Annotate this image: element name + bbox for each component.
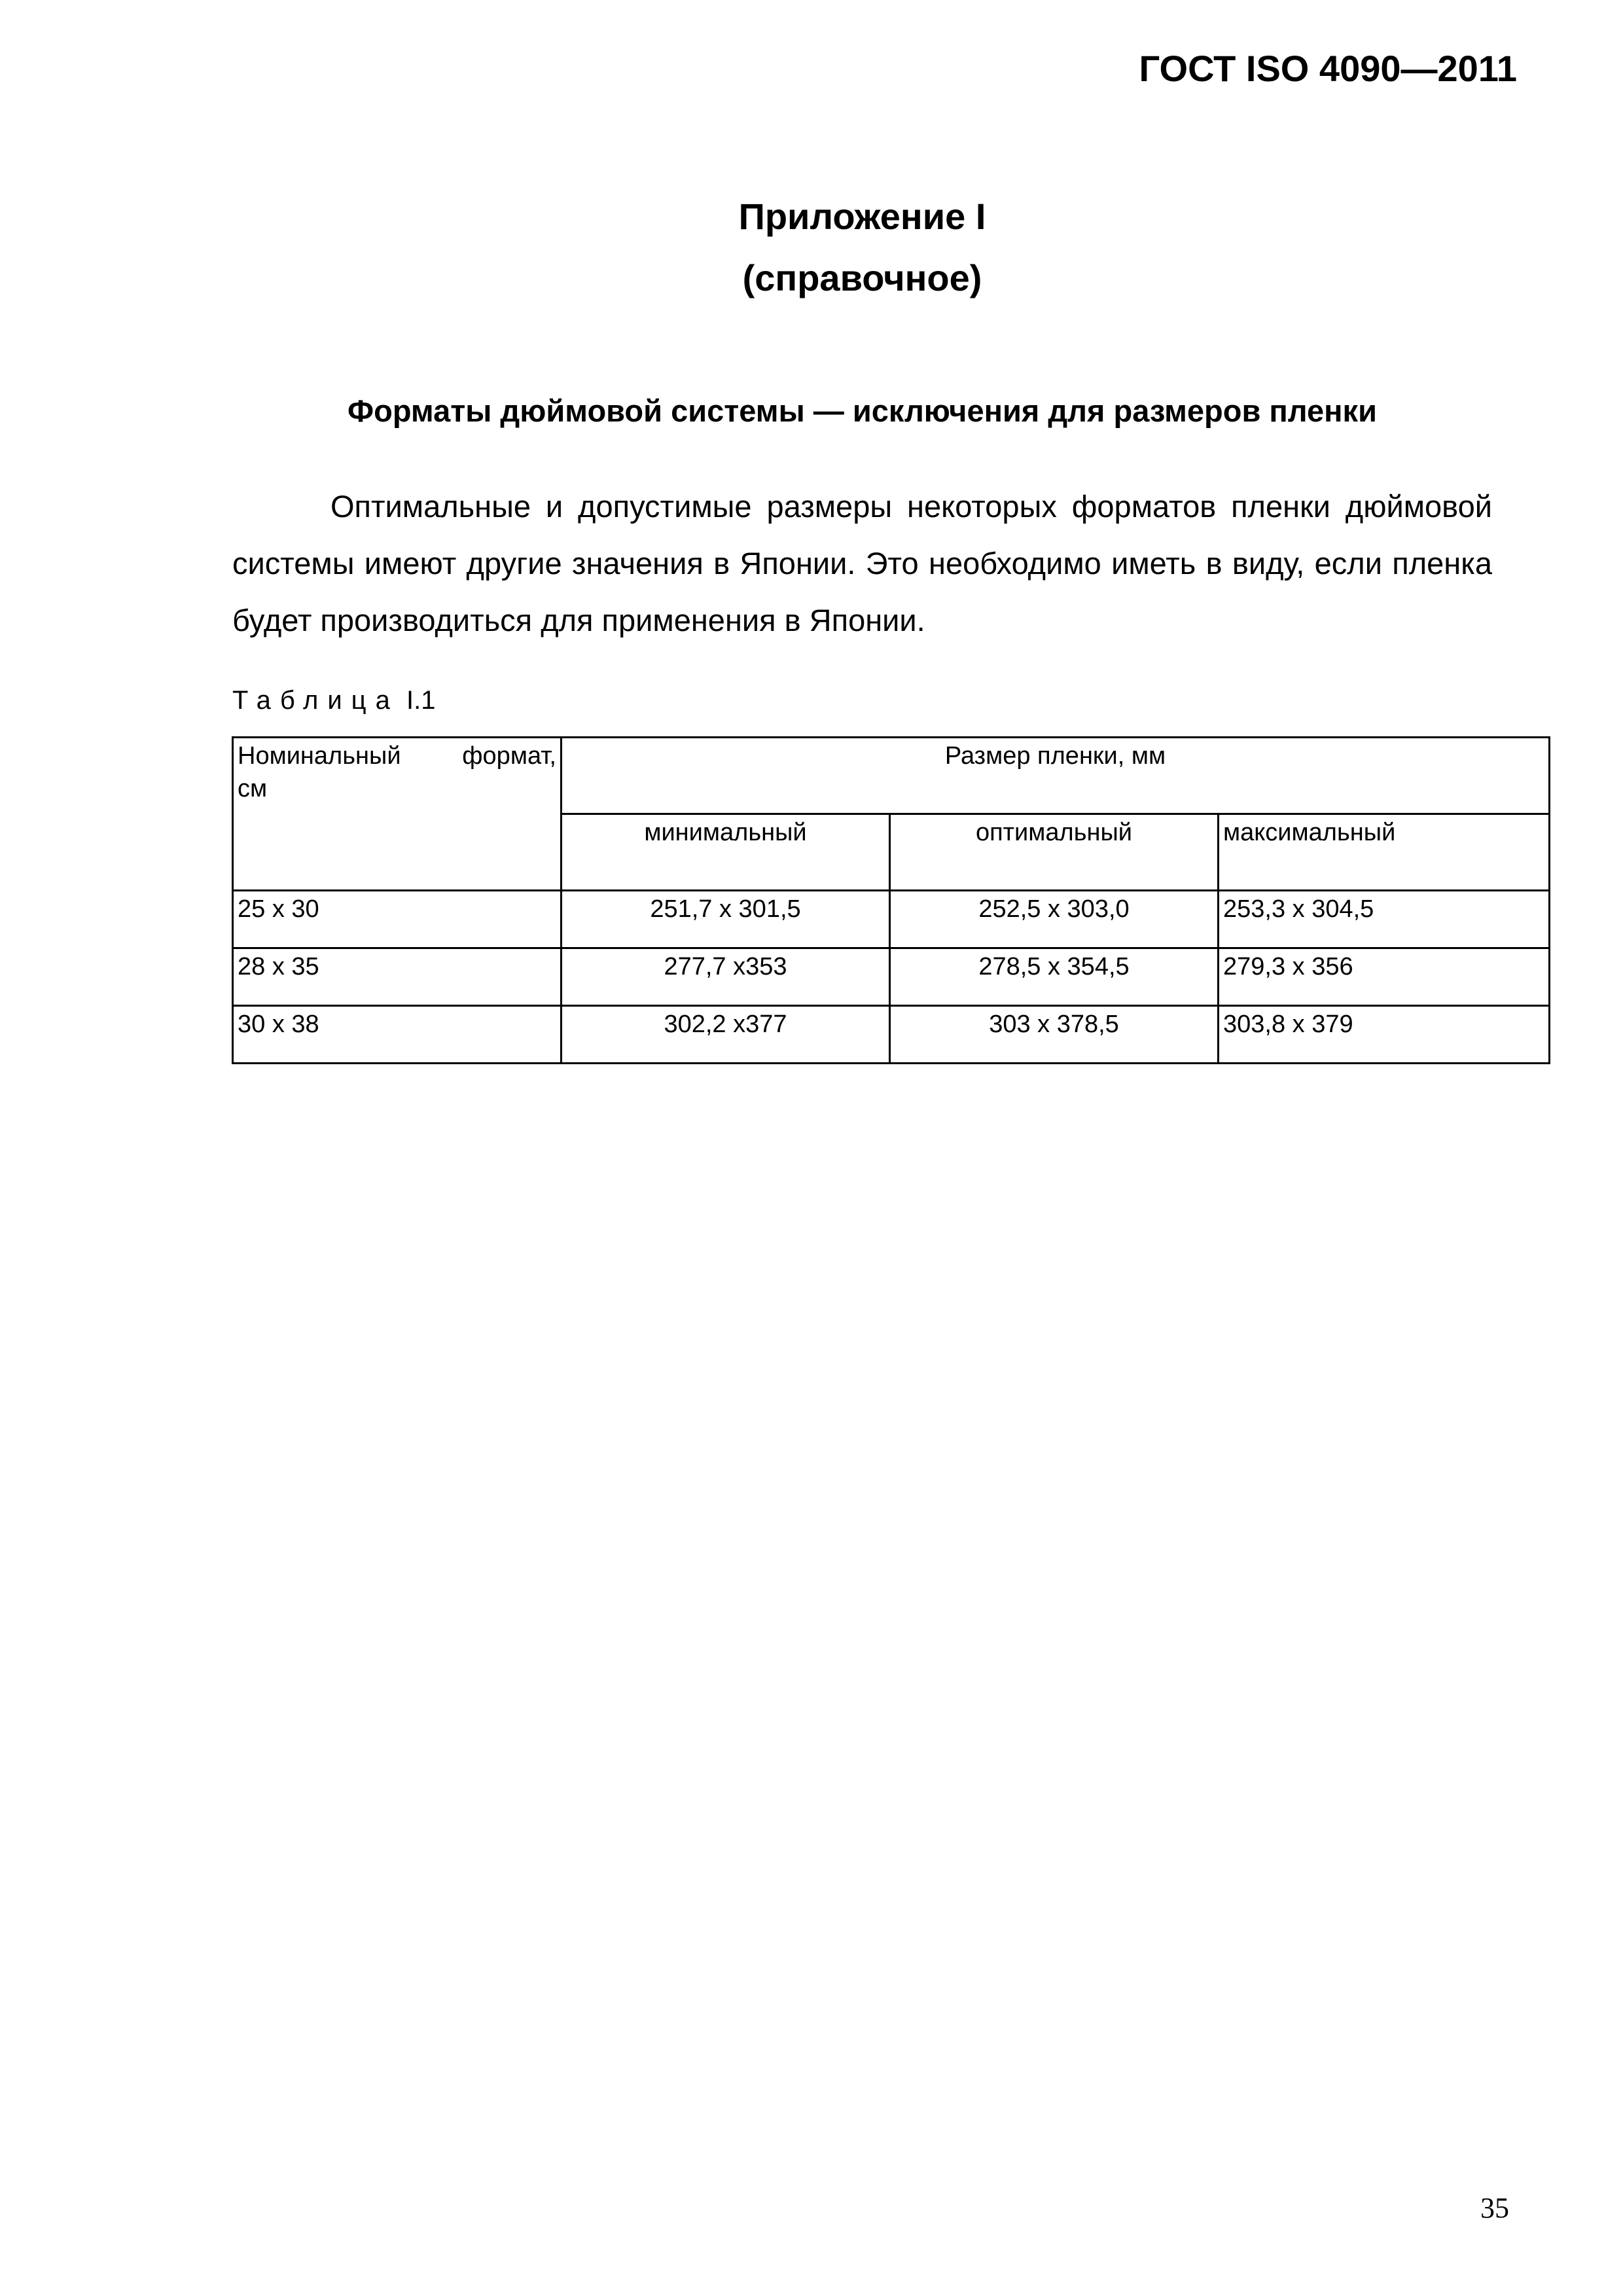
cell-min: 277,7 x353 (562, 948, 890, 1006)
cell-nominal: 28 x 35 (233, 948, 562, 1006)
film-size-table (232, 736, 1550, 1064)
cell-max: 279,3 x 356 (1219, 948, 1550, 1006)
section-heading: Форматы дюймовой системы — исключения для размеров пленки (348, 393, 1377, 428)
cell-opt: 278,5 x 354,5 (890, 948, 1219, 1006)
body-paragraph: Оптимальные и допустимые размеры некоторых форматов пленки дюймовой системы имеют другие значения в Японии. Это необходимо иметь в виду, если пленка будет производиться для применения в Японии. (232, 489, 1492, 637)
table-caption (232, 686, 435, 715)
cell-nominal: 30 x 38 (233, 1006, 562, 1064)
table-row (233, 891, 1550, 948)
header-nominal-part2: формат, (462, 742, 556, 770)
header-minimum: минимальный (562, 814, 890, 891)
header-nominal-part3: см (238, 775, 268, 802)
header-optimum: оптимальный (890, 814, 1219, 891)
header-nominal-part1: Номинальный (238, 742, 401, 770)
cell-min: 251,7 x 301,5 (562, 891, 890, 948)
header-film-size: Размер пленки, мм (562, 738, 1550, 814)
standard-number: ГОСТ ISO 4090—2011 (1139, 48, 1517, 89)
cell-max: 303,8 x 379 (1219, 1006, 1550, 1064)
cell-nominal: 25 x 30 (233, 891, 562, 948)
annex-title: Приложение I (738, 196, 986, 237)
table-caption-number: I.1 (406, 686, 436, 715)
cell-max: 253,3 x 304,5 (1219, 891, 1550, 948)
header-maximum: максимальный (1219, 814, 1550, 891)
table-caption-word: Таблица (232, 686, 399, 715)
cell-min: 302,2 x377 (562, 1006, 890, 1064)
cell-opt: 303 x 378,5 (890, 1006, 1219, 1064)
header-nominal-format (233, 738, 562, 891)
cell-opt: 252,5 x 303,0 (890, 891, 1219, 948)
annex-kind: (справочное) (742, 257, 982, 298)
table-row (233, 1006, 1550, 1064)
page-number: 35 (1480, 2192, 1509, 2224)
table-row (233, 948, 1550, 1006)
